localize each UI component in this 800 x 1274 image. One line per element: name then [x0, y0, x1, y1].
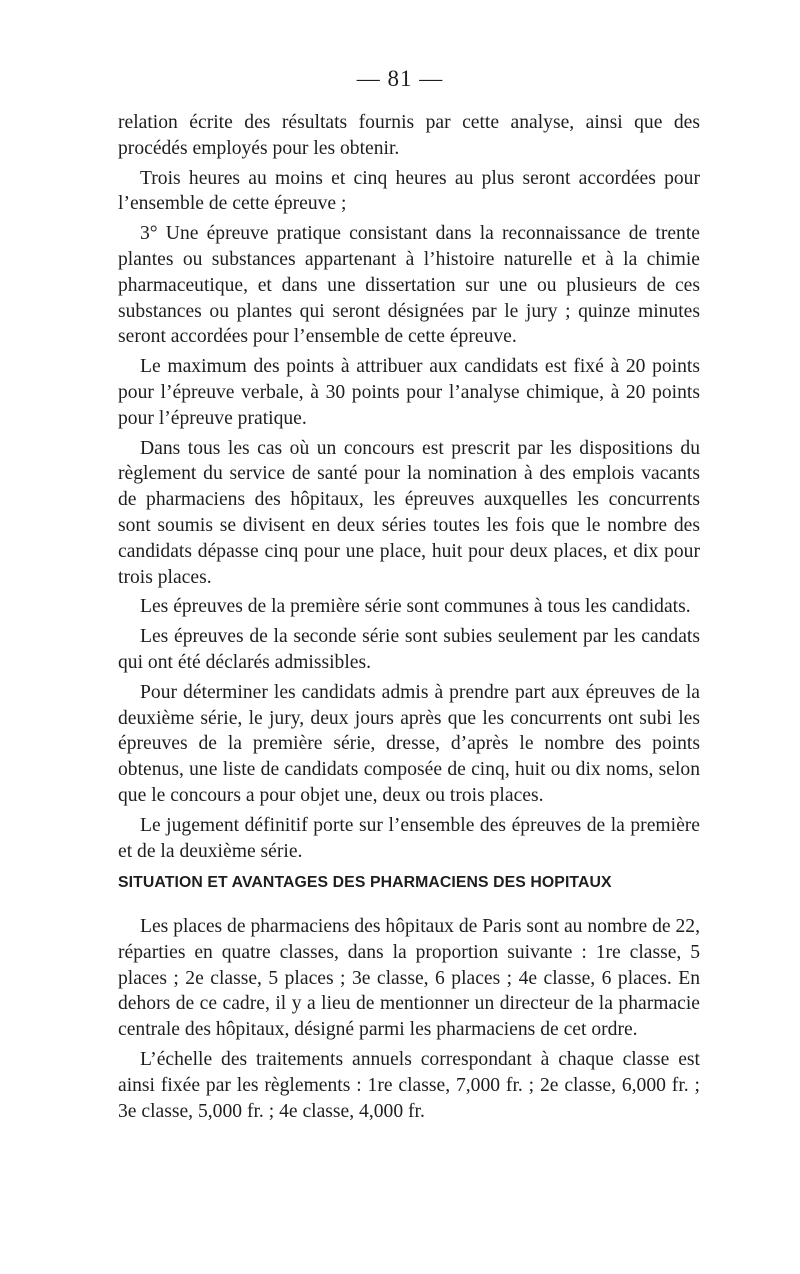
paragraph: 3° Une épreuve pratique consistant dans la reconnaissance de trente plantes ou substances appartenant à l’histoire naturelle et à la chimie pharmaceutique, et dans une dissertation sur une ou plusieurs de ces substances ou plantes qui seront désignées par le jury ; quinze minutes seront accordées pour l’ensemble de cette épreuve.: [118, 223, 700, 348]
paragraph: Les places de pharmaciens des hôpitaux de Paris sont au nombre de 22, réparties en quatre classes, dans la proportion suivante : 1re classe, 5 places ; 2e classe, 5 places ; 3e classe, 6 places ; 4e classe, 6 places. En dehors de ce cadre, il y a lieu de mentionner un directeur de la pharmacie centrale des hôpitaux, désigné parmi les pharmaciens de cet ordre.: [118, 916, 700, 1041]
paragraph: Pour déterminer les candidats admis à prendre part aux épreuves de la deuxième série, le jury, deux jours après que les concurrents ont subi les épreuves de la première série, dresse, d’après le nombre des points obtenus, une liste de candidats composée de cinq, huit ou dix noms, selon que le concours a pour objet une, deux ou trois places.: [118, 681, 700, 806]
paragraph: Le maximum des points à attribuer aux candidats est fixé à 20 points pour l’épreuve verbale, à 30 points pour l’analyse chimique, à 20 points pour l’épreuve pratique.: [118, 356, 700, 429]
paragraph: Les épreuves de la première série sont communes à tous les candidats.: [140, 596, 691, 618]
section-2-text: [118, 914, 700, 1128]
paragraph: Les épreuves de la seconde série sont subies seulement par les candats qui ont été déclarés admissibles.: [118, 626, 700, 673]
paragraph: Trois heures au moins et cinq heures au plus seront accordées pour l’ensemble de cette épreuve ;: [118, 167, 700, 215]
paragraph: L’échelle des traitements annuels correspondant à chaque classe est ainsi fixée par les règlements : 1re classe, 7,000 fr. ; 2e classe, 6,000 fr. ; 3e classe, 5,000 fr. ; 4e classe, 4,000 fr.: [118, 1048, 700, 1122]
paragraph: relation écrite des résultats fournis par cette analyse, ainsi que des procédés employés pour les obtenir.: [118, 112, 700, 159]
paragraph: Dans tous les cas où un concours est prescrit par les dispositions du règlement du service de santé pour la nomination à des emplois vacants de pharmaciens des hôpitaux, les épreuves auxquelles les concurrents sont soumis se divisent en deux séries toutes les fois que le nombre des candidats dépasse cinq pour une place, huit pour deux places, et dix pour trois places.: [118, 437, 700, 588]
section-heading: SITUATION ET AVANTAGES DES PHARMACIENS DES HOPITAUX: [118, 874, 612, 891]
section-1-text: [118, 110, 700, 868]
page-number: — 81 —: [356, 66, 444, 91]
paragraph: Le jugement définitif porte sur l’ensemble des épreuves de la première et de la deuxième série.: [118, 814, 700, 862]
